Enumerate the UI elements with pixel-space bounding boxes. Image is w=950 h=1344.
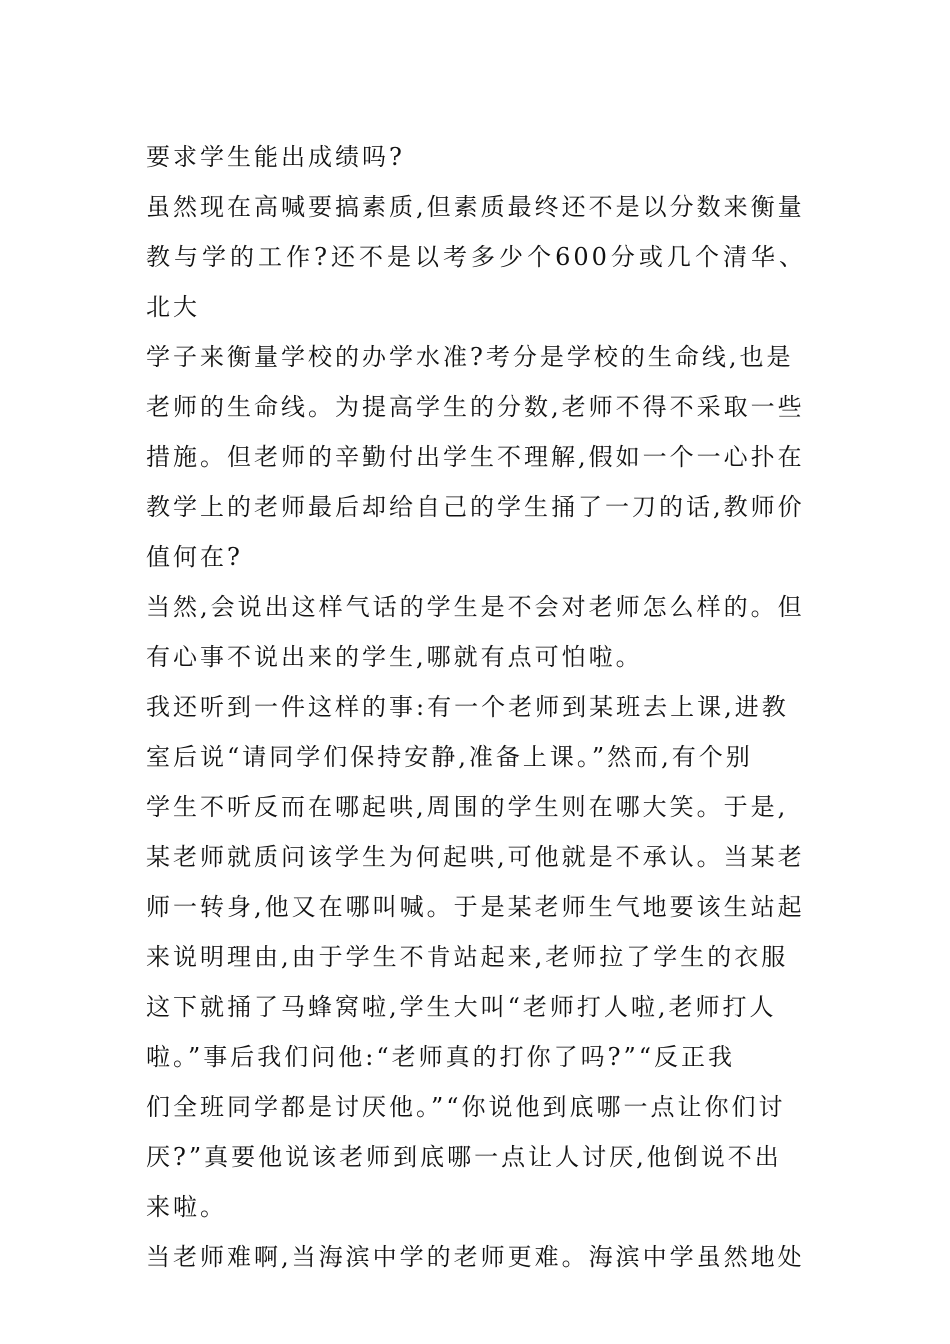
paragraph: 要求学生能出成绩吗? [146, 143, 405, 171]
document-body [146, 132, 806, 1282]
paragraph: 当然,会说出这样气话的学生是不会对老师怎么样的。但 有心事不说出来的学生,哪就有点可怕啦。 [146, 593, 805, 671]
paragraph: 我还听到一件这样的事:有一个老师到某班去上课,进教 室后说“请同学们保持安静,准备上课。”然而,有个别 学生不听反而在哪起哄,周围的学生则在哪大笑。于是, 某老师就质问该学生为何起哄,可他就是不承认。当某老 师一转身,他又在哪叫喊。于是某老师生气地要该生站起 来说明理由,由于学生不肯站起来,老师拉了学生的衣服 这下就捅了马蜂窝啦,学生大叫“老师打人啦,老师打人 啦。”事后我们问他:“老师真的打你了吗?”“反正我 们全班同学都是讨厌他。”“你说他到底哪一点让你们讨 厌?”真要他说该老师到底哪一点让人讨厌,他倒说不出 来啦。 [146, 693, 805, 1221]
paragraph: 虽然现在高喊要搞素质,但素质最终还不是以分数来衡量 教与学的工作?还不是以考多少个600分或几个清华、北大 学子来衡量学校的办学水准?考分是学校的生命线,也是 老师的生命线。为提高学生的分数,老师不得不采取一些 措施。但老师的辛勤付出学生不理解,假如一个一心扑在 教学上的老师最后却给自己的学生捅了一刀的话,教师价 值何在? [146, 193, 806, 571]
paragraph: 当老师难啊,当海滨中学的老师更难。海滨中学虽然地处 [146, 1243, 805, 1271]
